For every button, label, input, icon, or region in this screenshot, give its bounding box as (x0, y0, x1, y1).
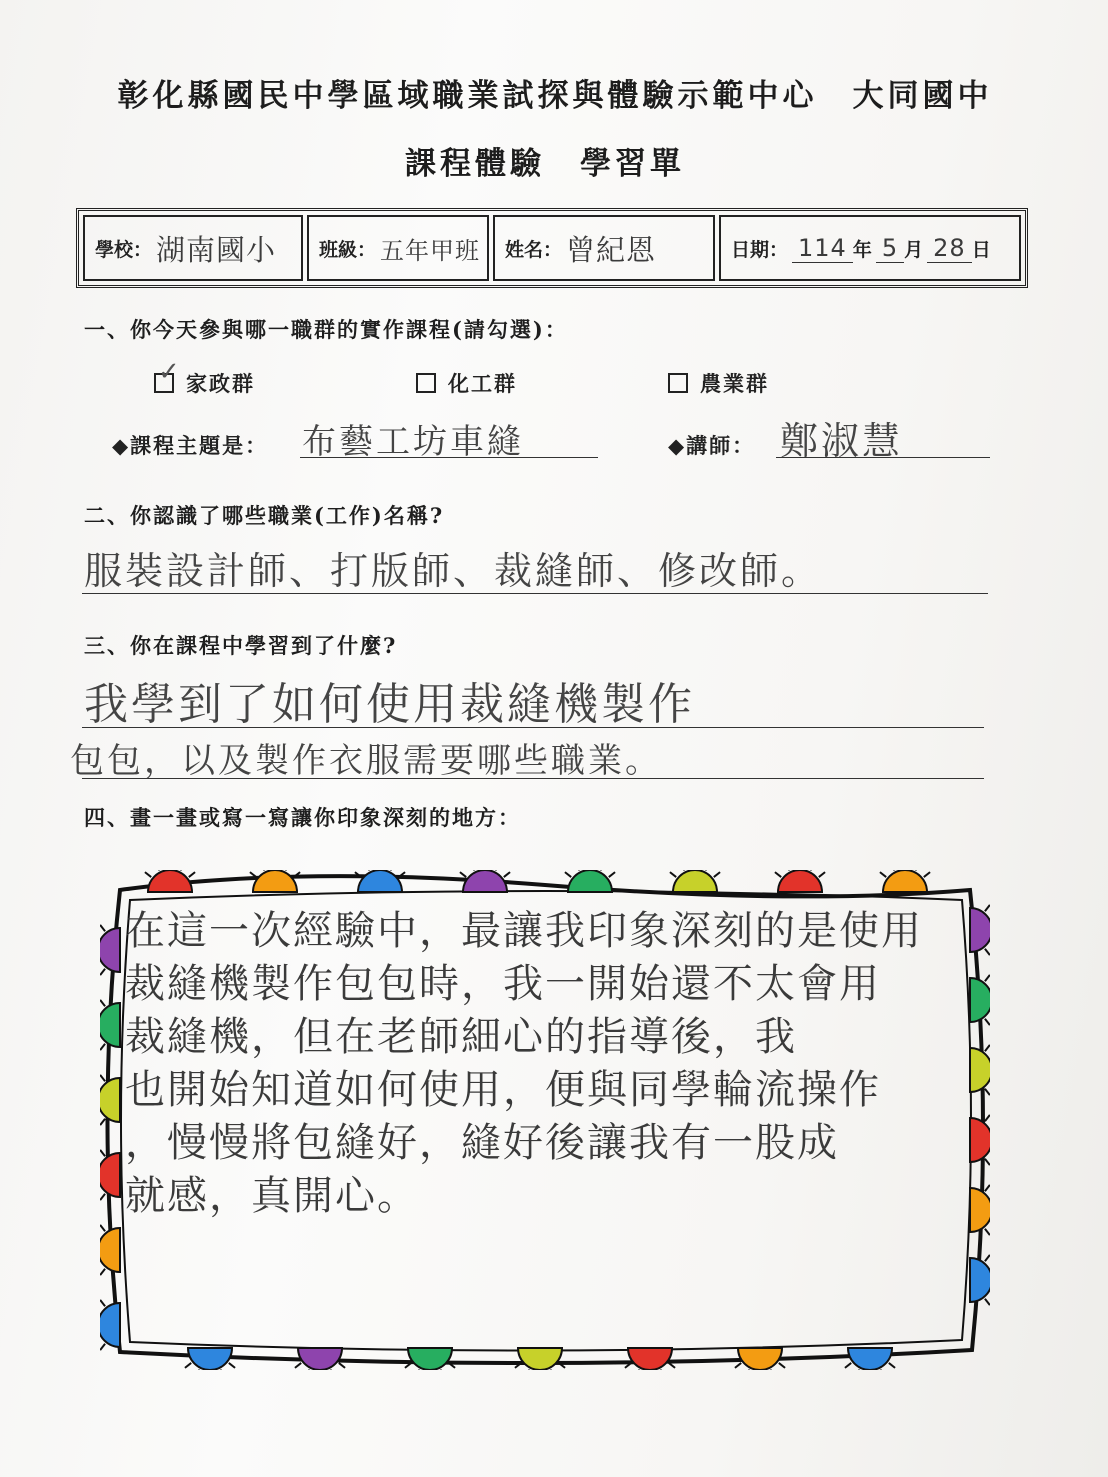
school-label: 學校： (95, 238, 153, 261)
date-label: 日期： (731, 238, 789, 261)
checkbox-chemical[interactable] (416, 373, 436, 393)
frame-ornament (460, 870, 510, 892)
date-cell (719, 215, 1021, 281)
frame-ornament (100, 1225, 120, 1275)
date-year-unit: 年 (852, 238, 872, 261)
frame-ornament (405, 1348, 455, 1370)
date-year: 114 (792, 234, 853, 263)
reflection-line: 在這一次經驗中，最讓我印象深刻的是使用 (125, 908, 923, 954)
reflection-line: 也開始知道如何使用，便與同學輪流操作 (125, 1067, 881, 1113)
frame-ornament (515, 1348, 565, 1370)
frame-ornament (880, 870, 930, 892)
school-value: 湖南國小 (156, 232, 277, 267)
question-2: 二、你認識了哪些職業(工作)名稱? (84, 503, 445, 528)
topic-value: 布藝工坊車縫 (302, 422, 524, 462)
checkbox-agriculture[interactable] (668, 373, 688, 393)
answer-2-underline (82, 593, 988, 594)
name-label: 姓名： (505, 238, 563, 261)
reflection-text (125, 905, 975, 1223)
answer-3-line2: 包包，以及製作衣服需要哪些職業。 (70, 741, 662, 781)
info-table (76, 208, 1028, 288)
option-home-economics[interactable] (154, 357, 255, 398)
frame-ornament (970, 1255, 990, 1305)
question-1: 一、你今天參與哪一職群的實作課程(請勾選)： (84, 317, 568, 342)
class-label: 班級： (319, 238, 377, 261)
answer-2: 服裝設計師、打版師、裁縫師、修改師。 (84, 549, 823, 593)
frame-ornament (100, 1150, 120, 1200)
date-day: 28 (927, 234, 972, 263)
reflection-line: 裁縫機，但在老師細心的指導後，我 (125, 1014, 797, 1060)
answer-3-underline1 (82, 727, 984, 728)
class-cell (307, 215, 489, 281)
frame-ornament (100, 1075, 120, 1125)
topic-label: ◆課程主題是： (112, 433, 269, 458)
frame-ornament (775, 870, 825, 892)
option-label: 化工群 (448, 371, 517, 396)
teacher-value: 鄭淑慧 (780, 419, 904, 463)
frame-ornament (625, 1348, 675, 1370)
answer-3-line1: 我學到了如何使用裁縫機製作 (84, 679, 695, 730)
page-subtitle: 課程體驗 學習單 (405, 146, 685, 182)
frame-ornament (100, 1300, 120, 1350)
answer-3-underline2 (82, 778, 984, 779)
teacher-row (668, 430, 755, 460)
frame-ornament (100, 1000, 120, 1050)
frame-ornament (100, 925, 120, 975)
reflection-line: 就感，真開心。 (125, 1173, 419, 1219)
topic-underline (300, 457, 598, 458)
frame-ornament (145, 870, 195, 892)
date-day-unit: 日 (971, 238, 991, 261)
school-cell (83, 215, 303, 281)
option-chemical[interactable] (416, 368, 517, 398)
frame-ornament (735, 1348, 785, 1370)
teacher-underline (776, 457, 990, 458)
frame-ornament (355, 870, 405, 892)
question-3: 三、你在課程中學習到了什麼? (84, 633, 398, 658)
date-month: 5 (876, 234, 904, 263)
name-value: 曾紀恩 (566, 232, 657, 267)
teacher-label: ◆講師： (668, 433, 756, 458)
frame-ornament (845, 1348, 895, 1370)
class-value: 五年甲班 (380, 236, 481, 265)
frame-ornament (670, 870, 720, 892)
frame-ornament (295, 1348, 345, 1370)
date-month-unit: 月 (904, 238, 924, 261)
frame-ornament (565, 870, 615, 892)
checkmark-icon: ✓ (158, 357, 182, 387)
frame-ornament (250, 870, 300, 892)
question-4: 四、畫一畫或寫一寫讓你印象深刻的地方： (84, 805, 521, 830)
frame-ornament (185, 1348, 235, 1370)
reflection-line: 裁縫機製作包包時，我一開始還不太會用 (125, 961, 881, 1007)
option-agriculture[interactable] (668, 368, 769, 398)
reflection-line: ，慢慢將包縫好，縫好後讓我有一股成 (125, 1120, 839, 1166)
option-label: 農業群 (700, 371, 769, 396)
name-cell (493, 215, 715, 281)
topic-row (112, 430, 268, 460)
checkbox-home-economics[interactable] (154, 357, 182, 393)
option-label: 家政群 (186, 371, 255, 396)
page-title: 彰化縣國民中學區域職業試探與體驗示範中心 大同國中 (117, 78, 993, 114)
